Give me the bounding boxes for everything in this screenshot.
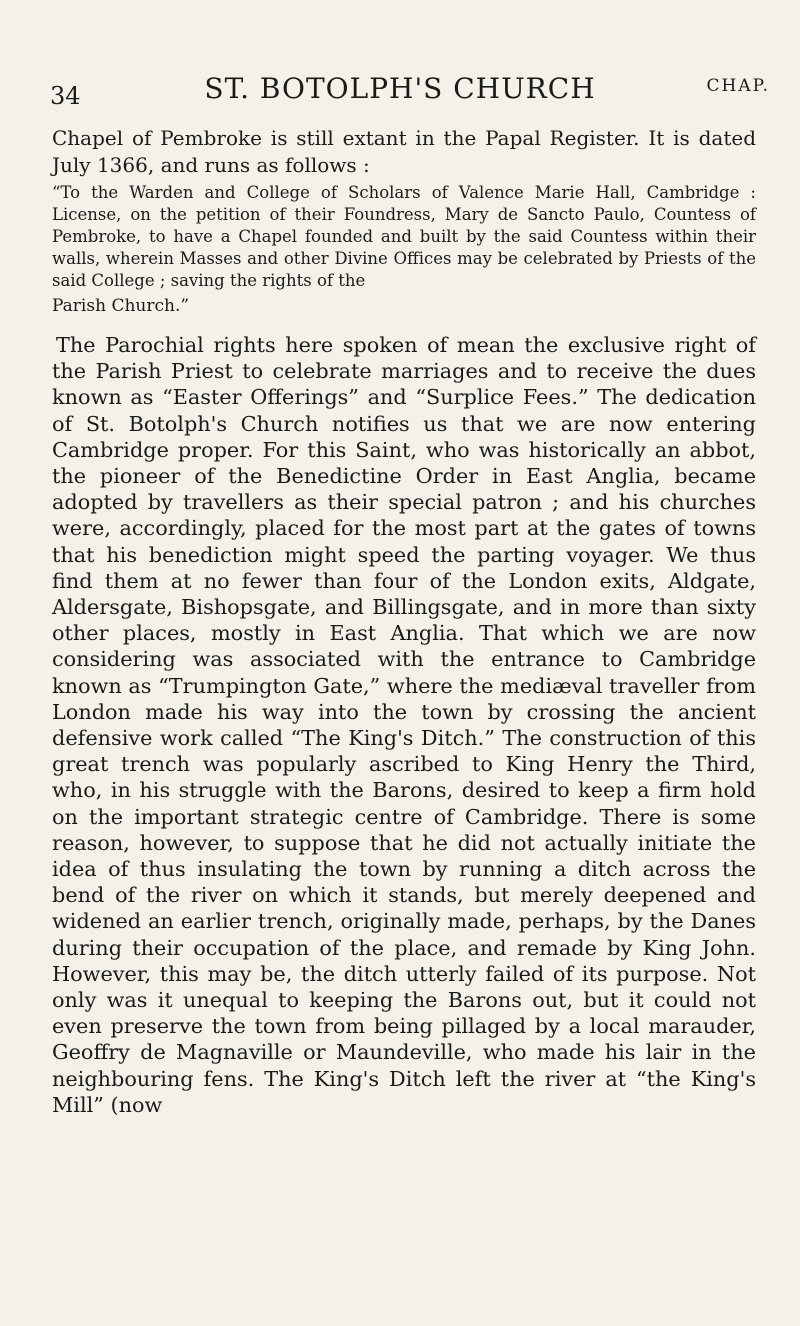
- page-number: 34: [50, 82, 81, 110]
- page-header: [50, 72, 770, 112]
- register-quotation: “To the Warden and College of Scholars of Valence Marie Hall, Cambridge : License, on the petition of their Foundress, Mary de Sancto Paulo, Countess of Pembroke, to have a Chapel founded and built by the said Countess within their walls, wherein Masses and other Divine Offices may be celebrated by Priests of the said College ; saving the rights of the: [52, 183, 756, 290]
- running-head: ST. BOTOLPH'S CHURCH: [204, 72, 596, 105]
- page-body: [52, 125, 756, 1118]
- main-paragraph: The Parochial rights here spoken of mean the exclusive right of the Parish Priest to celebrate marriages and to receive the dues known as “Easter Offerings” and “Surplice Fees.” The dedication of St. Botolph's Church notifies us that we are now entering Cambridge proper. For this Saint, who was historically an abbot, the pioneer of the Benedictine Order in East Anglia, became adopted by travellers as their special patron ; and his churches were, accordingly, placed for the most part at the gates of towns that his benediction might speed the parting voyager. We thus find them at no fewer than four of the London exits, Aldgate, Aldersgate, Bishopsgate, and Billingsgate, and in more than sixty other places, mostly in East Anglia. That which we are now considering was associated with the entrance to Cambridge known as “Trumpington Gate,” where the mediæval traveller from London made his way into the town by crossing the ancient defensive work called “The King's Ditch.” The construction of this great trench was popularly ascribed to King Henry the Third, who, in his struggle with the Barons, desired to keep a firm hold on the important strategic centre of Cambridge. There is some reason, however, to suppose that he did not actually initiate the idea of thus insulating the town by running a ditch across the bend of the river on which it stands, but merely deepened and widened an earlier trench, originally made, perhaps, by the Danes during their occupation of the place, and remade by King John. However, this may be, the ditch utterly failed of its purpose. Not only was it unequal to keeping the Barons out, but it could not even preserve the town from being pillaged by a local marauder, Geoffry de Magnaville or Maundeville, who made his lair in the neighbouring fens. The King's Ditch left the river at “the King's Mill” (now: [52, 333, 756, 1117]
- lead-paragraph: Chapel of Pembroke is still extant in the Papal Register. It is dated July 1366, and runs as follows :: [52, 126, 756, 177]
- quotation-end: Parish Church.”: [52, 296, 190, 316]
- chapter-mark: CHAP.: [706, 76, 770, 96]
